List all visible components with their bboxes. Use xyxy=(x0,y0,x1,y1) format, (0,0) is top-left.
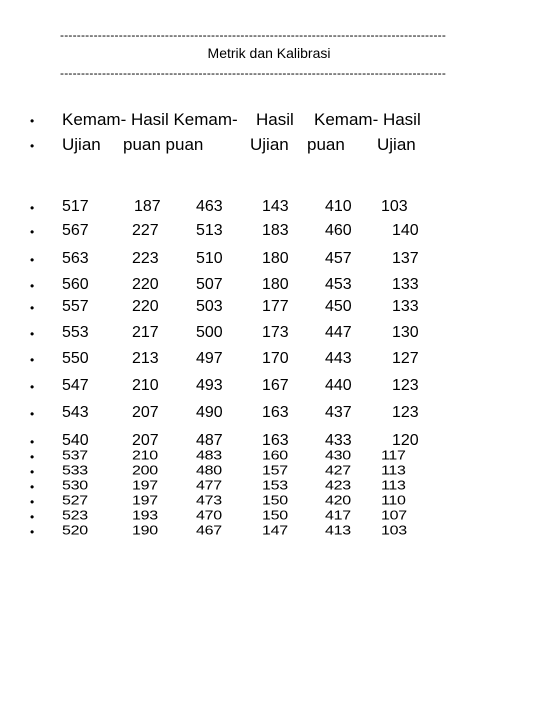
table-cell: 527 xyxy=(62,494,88,508)
table-cell: 143 xyxy=(262,198,289,215)
header-label: Ujian xyxy=(250,135,289,154)
table-cell: 560 xyxy=(62,276,89,293)
table-cell: 420 xyxy=(325,494,351,508)
bullet: • xyxy=(30,225,35,239)
table-cell: 123 xyxy=(392,404,419,421)
table-cell: 140 xyxy=(392,222,419,239)
bullet: • xyxy=(30,435,35,449)
table-cell: 177 xyxy=(262,298,289,315)
bullet: • xyxy=(30,380,35,394)
bullet: • xyxy=(30,279,35,293)
table-cell: 530 xyxy=(62,479,88,493)
table-cell: 490 xyxy=(196,404,223,421)
bottom-rule: -------------------------------------------------------------------------------------------- xyxy=(60,66,447,80)
table-cell: 147 xyxy=(262,524,288,538)
table-cell: 480 xyxy=(196,464,222,478)
table-cell: 460 xyxy=(325,222,352,239)
table-cell: 193 xyxy=(132,509,158,523)
table-cell: 440 xyxy=(325,377,352,394)
header-label: puan xyxy=(307,135,345,154)
bullet: • xyxy=(30,139,35,153)
bullet: • xyxy=(30,253,35,267)
table-cell: 540 xyxy=(62,432,89,449)
table-cell: 207 xyxy=(132,404,159,421)
table-cell: 150 xyxy=(262,509,288,523)
table-cell: 567 xyxy=(62,222,89,239)
table-cell: 163 xyxy=(262,432,289,449)
table-cell: 413 xyxy=(325,524,351,538)
table-cell: 467 xyxy=(196,524,222,538)
table-cell: 537 xyxy=(62,449,88,463)
table-cell: 430 xyxy=(325,449,351,463)
table-cell: 453 xyxy=(325,276,352,293)
table-cell: 213 xyxy=(132,350,159,367)
table-cell: 510 xyxy=(196,250,223,267)
bullet: • xyxy=(30,201,35,215)
table-cell: 523 xyxy=(62,509,88,523)
table-cell: 157 xyxy=(262,464,288,478)
bullet: • xyxy=(30,327,35,341)
table-cell: 533 xyxy=(62,464,88,478)
table-cell: 487 xyxy=(196,432,223,449)
table-cell: 180 xyxy=(262,276,289,293)
table-cell: 150 xyxy=(262,494,288,508)
table-cell: 117 xyxy=(381,449,406,463)
table-cell: 550 xyxy=(62,350,89,367)
bullet: • xyxy=(30,301,35,315)
table-cell: 223 xyxy=(132,250,159,267)
table-cell: 197 xyxy=(132,479,158,493)
table-cell: 423 xyxy=(325,479,351,493)
table-cell: 217 xyxy=(132,324,159,341)
table-cell: 107 xyxy=(381,509,407,523)
table-cell: 450 xyxy=(325,298,352,315)
header-label: Ujian xyxy=(377,135,416,154)
table-cell: 103 xyxy=(381,524,407,538)
table-cell: 173 xyxy=(262,324,289,341)
table-cell: 167 xyxy=(262,377,289,394)
table-cell: 220 xyxy=(132,276,159,293)
bullet: • xyxy=(30,114,35,128)
table-cell: 520 xyxy=(62,524,88,538)
bullet: • xyxy=(30,353,35,367)
bullet: • xyxy=(30,480,35,494)
table-cell: 113 xyxy=(381,479,406,493)
bullet: • xyxy=(30,525,35,539)
table-cell: 497 xyxy=(196,350,223,367)
page-title: Metrik dan Kalibrasi xyxy=(207,45,331,61)
table-cell: 130 xyxy=(392,324,419,341)
table-cell: 133 xyxy=(392,298,419,315)
table-cell: 190 xyxy=(132,524,158,538)
table-cell: 200 xyxy=(132,464,158,478)
table-cell: 427 xyxy=(325,464,351,478)
table-cell: 547 xyxy=(62,377,89,394)
table-cell: 543 xyxy=(62,404,89,421)
table-cell: 493 xyxy=(196,377,223,394)
table-cell: 123 xyxy=(392,377,419,394)
table-cell: 113 xyxy=(381,464,406,478)
table-cell: 513 xyxy=(196,222,223,239)
table-cell: 483 xyxy=(196,449,222,463)
table-cell: 410 xyxy=(325,198,352,215)
bullet: • xyxy=(30,450,35,464)
table-cell: 417 xyxy=(325,509,351,523)
table-cell: 470 xyxy=(196,509,222,523)
bullet: • xyxy=(30,465,35,479)
table-cell: 507 xyxy=(196,276,223,293)
table-cell: 183 xyxy=(262,222,289,239)
top-rule: -------------------------------------------------------------------------------------------- xyxy=(60,28,447,42)
table-cell: 553 xyxy=(62,324,89,341)
header-label: Kemam- Hasil Kemam- xyxy=(62,110,238,129)
table-cell: 503 xyxy=(196,298,223,315)
header-label: Hasil xyxy=(256,110,294,129)
table-cell: 210 xyxy=(132,449,158,463)
table-cell: 163 xyxy=(262,404,289,421)
header-label: Kemam- Hasil xyxy=(314,110,421,129)
table-cell: 110 xyxy=(381,494,406,508)
table-cell: 443 xyxy=(325,350,352,367)
table-cell: 197 xyxy=(132,494,158,508)
table-cell: 500 xyxy=(196,324,223,341)
table-cell: 153 xyxy=(262,479,288,493)
bullet: • xyxy=(30,510,35,524)
table-cell: 557 xyxy=(62,298,89,315)
table-cell: 563 xyxy=(62,250,89,267)
table-cell: 473 xyxy=(196,494,222,508)
header-label: Ujian xyxy=(62,135,101,154)
table-cell: 220 xyxy=(132,298,159,315)
bullet: • xyxy=(30,495,35,509)
table-cell: 457 xyxy=(325,250,352,267)
table-cell: 447 xyxy=(325,324,352,341)
table-cell: 210 xyxy=(132,377,159,394)
header-label: puan puan xyxy=(123,135,204,154)
table-cell: 137 xyxy=(392,250,419,267)
table-cell: 437 xyxy=(325,404,352,421)
bullet: • xyxy=(30,407,35,421)
table-cell: 187 xyxy=(134,198,161,215)
table-cell: 463 xyxy=(196,198,223,215)
table-cell: 160 xyxy=(262,449,288,463)
table-cell: 207 xyxy=(132,432,159,449)
table-cell: 180 xyxy=(262,250,289,267)
table-cell: 433 xyxy=(325,432,352,449)
table-cell: 127 xyxy=(392,350,419,367)
table-cell: 170 xyxy=(262,350,289,367)
table-cell: 103 xyxy=(381,198,408,215)
table-cell: 120 xyxy=(392,432,419,449)
table-cell: 133 xyxy=(392,276,419,293)
table-cell: 227 xyxy=(132,222,159,239)
table-cell: 477 xyxy=(196,479,222,493)
table-cell: 517 xyxy=(62,198,89,215)
